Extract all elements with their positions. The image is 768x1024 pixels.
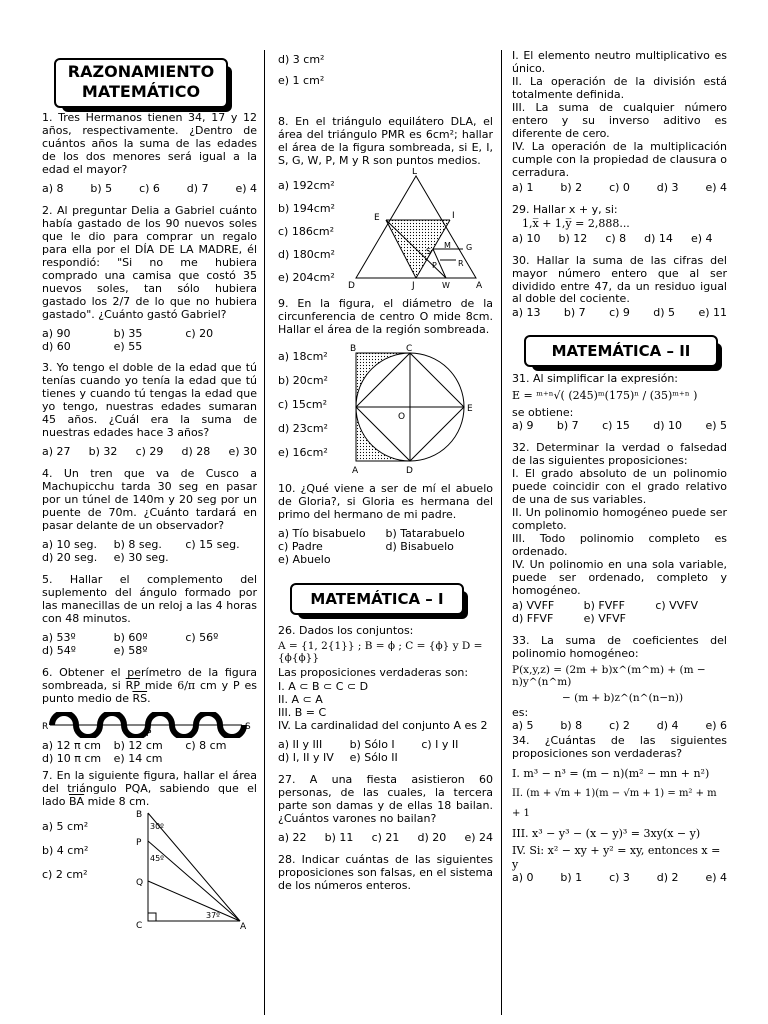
option[interactable]: e) 30 seg. bbox=[113, 551, 169, 565]
option[interactable]: a) 90 bbox=[42, 326, 71, 340]
option[interactable]: c) 6 bbox=[139, 181, 160, 195]
option[interactable]: b) 60º bbox=[113, 630, 148, 644]
q8-figure bbox=[346, 168, 486, 290]
option[interactable]: c) 56º bbox=[185, 630, 219, 644]
column-1 bbox=[42, 50, 257, 929]
q6-text: 6. Obtener el perímetro de la figura sombreada, si $\overline{RP}$ mide 6/π cm y P es punto medio de $\overline{RS}$. bbox=[42, 665, 257, 705]
q31-text: 31. Al simplificar la expresión: bbox=[512, 372, 679, 386]
q34-props bbox=[512, 764, 727, 872]
option[interactable]: b) FVFF bbox=[583, 598, 625, 612]
option[interactable]: d) 3 bbox=[656, 180, 679, 194]
fig-label: P bbox=[432, 260, 437, 270]
q5-options bbox=[42, 632, 257, 658]
option[interactable]: d) I, II y IV bbox=[278, 751, 334, 765]
option[interactable]: d) 23cm² bbox=[278, 421, 328, 435]
q31-equation: E = ᵐ⁺ⁿ√( (245)ᵐ(175)ⁿ / (35)ᵐ⁺ⁿ ) bbox=[512, 389, 698, 403]
fig-label: 30º bbox=[150, 821, 164, 831]
q28-props bbox=[512, 50, 727, 180]
option[interactable]: e) 1 cm² bbox=[278, 73, 325, 87]
q26-options bbox=[278, 739, 493, 765]
q7-options bbox=[42, 815, 88, 887]
q34-text: 34. ¿Cuántas de las siguientes proposiciones son verdaderas? bbox=[512, 733, 727, 760]
proposition: IV. Si: x² − xy + y² = xy, entonces x = y bbox=[512, 843, 721, 871]
proposition: IV. Un polinomio en una sola variable, puede ser ordenado, completo y homogéneo. bbox=[512, 558, 727, 597]
fig-label: B bbox=[136, 809, 143, 820]
option[interactable]: c) 3 bbox=[609, 870, 630, 884]
fig-label: C bbox=[136, 920, 143, 929]
option[interactable]: a) 1 bbox=[512, 180, 534, 194]
q3-options bbox=[42, 446, 257, 459]
option[interactable]: d) 20 seg. bbox=[42, 551, 98, 565]
option[interactable]: a) 13 bbox=[512, 306, 541, 320]
option[interactable]: b) 5 bbox=[90, 181, 113, 195]
fig-label: G bbox=[466, 242, 473, 252]
option[interactable]: e) 5 bbox=[705, 419, 727, 433]
option[interactable]: b) Tatarabuelo bbox=[385, 526, 465, 540]
option[interactable]: b) 8 seg. bbox=[113, 538, 162, 552]
option[interactable]: c) 8 cm bbox=[185, 738, 227, 752]
q1-text: 1. Tres Hermanos tienen 34, 17 y 12 años, respectivamente. ¿Dentro de cuántos años la suma de las edades de los dos menores será igual a la edad el mayor? bbox=[42, 111, 257, 176]
option[interactable]: c) 15 bbox=[602, 419, 630, 433]
option[interactable]: e) 16cm² bbox=[278, 445, 328, 459]
option[interactable]: e) 4 bbox=[690, 231, 713, 245]
q8-options bbox=[278, 174, 335, 289]
option[interactable]: d) FFVF bbox=[512, 611, 554, 625]
q10-options bbox=[278, 528, 493, 567]
option[interactable]: b) 4 cm² bbox=[42, 843, 89, 857]
option[interactable]: e) 204cm² bbox=[278, 270, 335, 284]
option[interactable]: c) 15 seg. bbox=[185, 538, 240, 552]
option[interactable]: e) 4 bbox=[235, 181, 257, 195]
q3-text: 3. Yo tengo el doble de la edad que tú tenías cuando yo tenía la edad que tú tienes y cuando tú tengas la edad que yo tengo, nuestras edades sumaran 45 años. ¿Cuál era la suma de nuestras edades hace 3 años? bbox=[42, 361, 257, 440]
fig-label: E bbox=[467, 403, 473, 414]
option[interactable]: a) 10 seg. bbox=[42, 538, 97, 552]
column-divider bbox=[264, 50, 265, 1015]
fig-label: I bbox=[452, 210, 455, 221]
option[interactable]: c) 2 bbox=[609, 718, 630, 732]
option[interactable]: c) 9 bbox=[609, 306, 630, 320]
q7-figure bbox=[130, 809, 250, 929]
proposition: II. La operación de la división está totalmente definida. bbox=[512, 74, 727, 101]
option[interactable]: d) 54º bbox=[42, 643, 76, 657]
option[interactable]: e) Abuelo bbox=[278, 552, 331, 566]
q33-equation: P(x,y,z) = (2m + b)x^(m^m) + (m − n)y^(n^m) bbox=[512, 663, 706, 689]
option[interactable]: e) 24 bbox=[464, 830, 493, 844]
fig-label: C bbox=[406, 343, 413, 354]
q26-sets: A = {1, 2{1}} ; B = ϕ ; C = {ϕ} y D = {ϕ{ϕ}} bbox=[278, 639, 483, 664]
option[interactable]: d) 10 π cm bbox=[42, 751, 102, 765]
option[interactable]: d) 180cm² bbox=[278, 247, 335, 261]
option[interactable]: b) 2 bbox=[560, 180, 583, 194]
option[interactable]: c) I y II bbox=[421, 738, 459, 752]
option[interactable]: c) 8 bbox=[605, 231, 627, 245]
q26-props bbox=[278, 681, 493, 733]
q1-options bbox=[42, 183, 257, 196]
fig-label: 37º bbox=[206, 910, 220, 920]
option[interactable]: b) 7 bbox=[563, 306, 586, 320]
proposition: III. B = C bbox=[278, 706, 327, 720]
q4-options bbox=[42, 539, 257, 565]
option[interactable]: e) 6 bbox=[705, 718, 727, 732]
fig-label: P bbox=[136, 837, 142, 848]
fig-label: L bbox=[412, 167, 418, 177]
q30-text: 30. Hallar la suma de las cifras del mayor número entero que al ser dividido entre 47, da un residuo igual al doble del cociente. bbox=[512, 253, 727, 306]
q6-options bbox=[42, 740, 257, 766]
q29-text: 29. Hallar x + y, si: bbox=[512, 202, 618, 216]
proposition: II. Un polinomio homogéneo puede ser completo. bbox=[512, 506, 727, 533]
option[interactable]: a) 22 bbox=[278, 830, 307, 844]
option[interactable]: e) 14 cm bbox=[113, 751, 163, 765]
option[interactable]: a) 8 bbox=[42, 181, 64, 195]
option[interactable]: a) 10 bbox=[512, 231, 541, 245]
proposition: I. A ⊂ B ⊂ C ⊂ D bbox=[278, 680, 369, 694]
column-3 bbox=[512, 50, 727, 894]
option[interactable]: c) 21 bbox=[371, 830, 400, 844]
q8-text: 8. En el triángulo equilátero DLA, el área del triángulo PMR es 6cm²; hallar el área de la figura sombreada, si E, I, S, G, W, P, M y R son puntos medios. bbox=[278, 114, 493, 167]
option[interactable]: e) 4 bbox=[705, 180, 727, 194]
proposition: II. A ⊂ A bbox=[278, 693, 323, 707]
option[interactable]: e) 58º bbox=[113, 643, 148, 657]
section-header-mat1: MATEMÁTICA – I bbox=[290, 583, 464, 615]
q10-text: 10. ¿Qué viene a ser de mí el abuelo de Gloria?, si Gloria es hermana del primo del hermano de mi padre. bbox=[278, 481, 493, 521]
section-header-razonamiento: RAZONAMIENTO MATEMÁTICO bbox=[54, 58, 228, 108]
option[interactable]: c) Padre bbox=[278, 539, 323, 553]
option[interactable]: a) 5 bbox=[512, 718, 534, 732]
fig-label: B bbox=[350, 343, 357, 354]
option[interactable]: d) 5 bbox=[653, 306, 676, 320]
option[interactable]: b) 11 bbox=[324, 830, 354, 844]
option[interactable]: c) 29 bbox=[135, 445, 164, 459]
q33-after: es: bbox=[512, 705, 529, 719]
proposition: IV. La operación de la multiplicación cumple con la propiedad de clausura o cerradura. bbox=[512, 139, 727, 179]
option[interactable]: e) Sólo II bbox=[349, 751, 398, 765]
q28-options bbox=[512, 182, 727, 195]
q29-equation: 1,x̅ + 1,y̅ = 2,888... bbox=[522, 216, 630, 230]
option[interactable]: c) VVFV bbox=[655, 598, 699, 612]
q28-text: 28. Indicar cuántas de las siguientes proposiciones son falsas, en el sistema de los números enteros. bbox=[278, 852, 493, 892]
q32-props bbox=[512, 468, 727, 598]
q29-options bbox=[512, 233, 727, 246]
option[interactable]: a) 192cm² bbox=[278, 178, 335, 192]
option[interactable]: b) 8 bbox=[560, 718, 583, 732]
option[interactable]: a) 27 bbox=[42, 445, 71, 459]
option[interactable]: b) 32 bbox=[88, 445, 118, 459]
fig-label: A bbox=[476, 280, 483, 290]
q5-text: 5. Hallar el complemento del suplemento del ángulo formado por las manecillas de un reloj a las 4 horas con 48 minutos. bbox=[42, 573, 257, 625]
option[interactable]: d) 2 bbox=[656, 870, 679, 884]
q9-options bbox=[278, 345, 328, 465]
proposition: I. El grado absoluto de un polinomio puede coincidir con el grado relativo de una de sus variables. bbox=[512, 467, 727, 507]
fig-label: A bbox=[240, 921, 247, 929]
option[interactable]: a) 9 bbox=[512, 419, 534, 433]
option[interactable]: d) 14 bbox=[644, 231, 673, 245]
option[interactable]: b) Sólo I bbox=[349, 738, 395, 752]
option[interactable]: c) 0 bbox=[609, 180, 630, 194]
option[interactable]: b) 7 bbox=[556, 419, 579, 433]
fig-label: P bbox=[146, 728, 152, 738]
q27-options bbox=[278, 832, 493, 845]
q32-options bbox=[512, 600, 727, 626]
fig-label: D bbox=[406, 465, 413, 475]
q31-options bbox=[512, 420, 727, 433]
option[interactable]: b) 12 bbox=[558, 231, 588, 245]
option[interactable]: b) 12 cm bbox=[113, 738, 163, 752]
q2-options bbox=[42, 328, 257, 354]
option[interactable]: d) Bisabuelo bbox=[385, 539, 454, 553]
fig-label: W bbox=[442, 280, 450, 290]
option[interactable]: a) 0 bbox=[512, 870, 534, 884]
proposition: II. (m + √m + 1)(m − √m + 1) = m² + m + 1 bbox=[512, 787, 717, 819]
q33-options bbox=[512, 720, 727, 733]
option[interactable]: d) 10 bbox=[653, 419, 683, 433]
option[interactable]: a) 18cm² bbox=[278, 349, 328, 363]
section-header-mat2: MATEMÁTICA – II bbox=[524, 335, 718, 367]
option[interactable]: c) 15cm² bbox=[278, 397, 328, 411]
proposition: IV. La cardinalidad del conjunto A es 2 bbox=[278, 719, 488, 733]
q32-text: 32. Determinar la verdad o falsedad de las siguientes proposiciones: bbox=[512, 441, 727, 468]
option[interactable]: b) 20cm² bbox=[278, 373, 328, 387]
fig-label: Q bbox=[136, 877, 144, 888]
q6-figure bbox=[42, 712, 252, 738]
fig-label: M bbox=[444, 240, 451, 250]
option[interactable]: e) 11 bbox=[698, 306, 727, 320]
q9-text: 9. En la figura, el diámetro de la circunferencia de centro O mide 8cm. Hallar el área de la región sombreada. bbox=[278, 296, 493, 336]
option[interactable]: d) 7 bbox=[186, 181, 209, 195]
q31-after: se obtiene: bbox=[512, 406, 574, 420]
option[interactable]: d) 20 bbox=[417, 830, 447, 844]
q30-options bbox=[512, 307, 727, 320]
column-divider bbox=[501, 50, 502, 1015]
fig-label: O bbox=[398, 411, 406, 422]
option[interactable]: c) 2 cm² bbox=[42, 867, 88, 881]
option[interactable]: e) VFVF bbox=[583, 611, 626, 625]
option[interactable]: c) 186cm² bbox=[278, 224, 335, 238]
option[interactable]: e) 4 bbox=[705, 870, 727, 884]
proposition: III. Todo polinomio completo es ordenado. bbox=[512, 532, 727, 559]
option[interactable]: b) 194cm² bbox=[278, 201, 335, 215]
option[interactable]: a) 12 π cm bbox=[42, 738, 101, 752]
fig-label: 45º bbox=[150, 853, 164, 863]
option[interactable]: d) 28 bbox=[181, 445, 211, 459]
fig-label: S bbox=[245, 721, 251, 732]
option[interactable]: e) 55 bbox=[113, 339, 143, 353]
option[interactable]: d) 60 bbox=[42, 339, 71, 353]
fig-label: A bbox=[352, 465, 359, 475]
q27-text: 27. A una fiesta asistieron 60 personas, de las cuales, la tercera parte son damas y de ellas 18 bailan. ¿Cuántos varones no bailan? bbox=[278, 773, 493, 825]
proposition: I. m³ − n³ = (m − n)(m² − mn + n²) bbox=[512, 766, 710, 780]
q34-options bbox=[512, 872, 727, 885]
option[interactable]: b) 35 bbox=[113, 326, 143, 340]
fig-label: D bbox=[348, 280, 355, 290]
option[interactable]: a) 53º bbox=[42, 630, 76, 644]
option[interactable]: b) 1 bbox=[560, 870, 583, 884]
fig-label: R bbox=[42, 721, 49, 732]
option[interactable]: d) 3 cm² bbox=[278, 53, 325, 66]
proposition: III. La suma de cualquier número entero y su inverso aditivo es diferente de cero. bbox=[512, 100, 727, 140]
fig-label: J bbox=[412, 280, 415, 290]
proposition: I. El elemento neutro multiplicativo es único. bbox=[512, 49, 727, 75]
option[interactable]: a) 5 cm² bbox=[42, 819, 89, 833]
q26-text: 26. Dados los conjuntos: bbox=[278, 623, 414, 637]
q33-text: 33. La suma de coeficientes del polinomio homogéneo: bbox=[512, 633, 727, 660]
q26-intro: Las proposiciones verdaderas son: bbox=[278, 666, 469, 680]
option[interactable]: d) 4 bbox=[656, 718, 679, 732]
proposition: III. x³ − y³ − (x − y)³ = 3xy(x − y) bbox=[512, 826, 701, 840]
option[interactable]: a) Tío bisabuelo bbox=[278, 526, 366, 540]
fig-label: S bbox=[426, 246, 432, 256]
option[interactable]: a) II y III bbox=[278, 738, 323, 752]
q7-text: 7. En la siguiente figura, hallar el área del triángulo PQA, sabiendo que el lado $\overline{BA}$ mide 8 cm. bbox=[42, 768, 257, 808]
q33-equation: − (m + b)z^(n^(n−n)) bbox=[562, 691, 684, 704]
q2-text: 2. Al preguntar Delia a Gabriel cuánto había gastado de los 90 nuevos soles que le dio para comprar un regalo para ella por el DÍA DE LA MADRE, él respondió: "Si no me hubiera comprado una camisa que costó 35 nuevos soles, tan sólo hubiera gastado los 2/7 de lo que no hubiera gastado". ¿Cuánto gastó Gabriel? bbox=[42, 203, 257, 321]
column-2 bbox=[278, 50, 493, 899]
q9-figure bbox=[344, 343, 484, 475]
option[interactable]: a) VVFF bbox=[512, 598, 555, 612]
fig-label: E bbox=[374, 212, 380, 223]
fig-label: R bbox=[458, 258, 464, 268]
option[interactable]: c) 20 bbox=[185, 326, 214, 340]
q4-text: 4. Un tren que va de Cusco a Machupicchu tarda 30 seg en pasar por un túnel de 140m y 20 seg por un puente de 70m. ¿Cuánto tardará en pasar delante de un observador? bbox=[42, 467, 257, 533]
option[interactable]: e) 30 bbox=[228, 445, 257, 459]
